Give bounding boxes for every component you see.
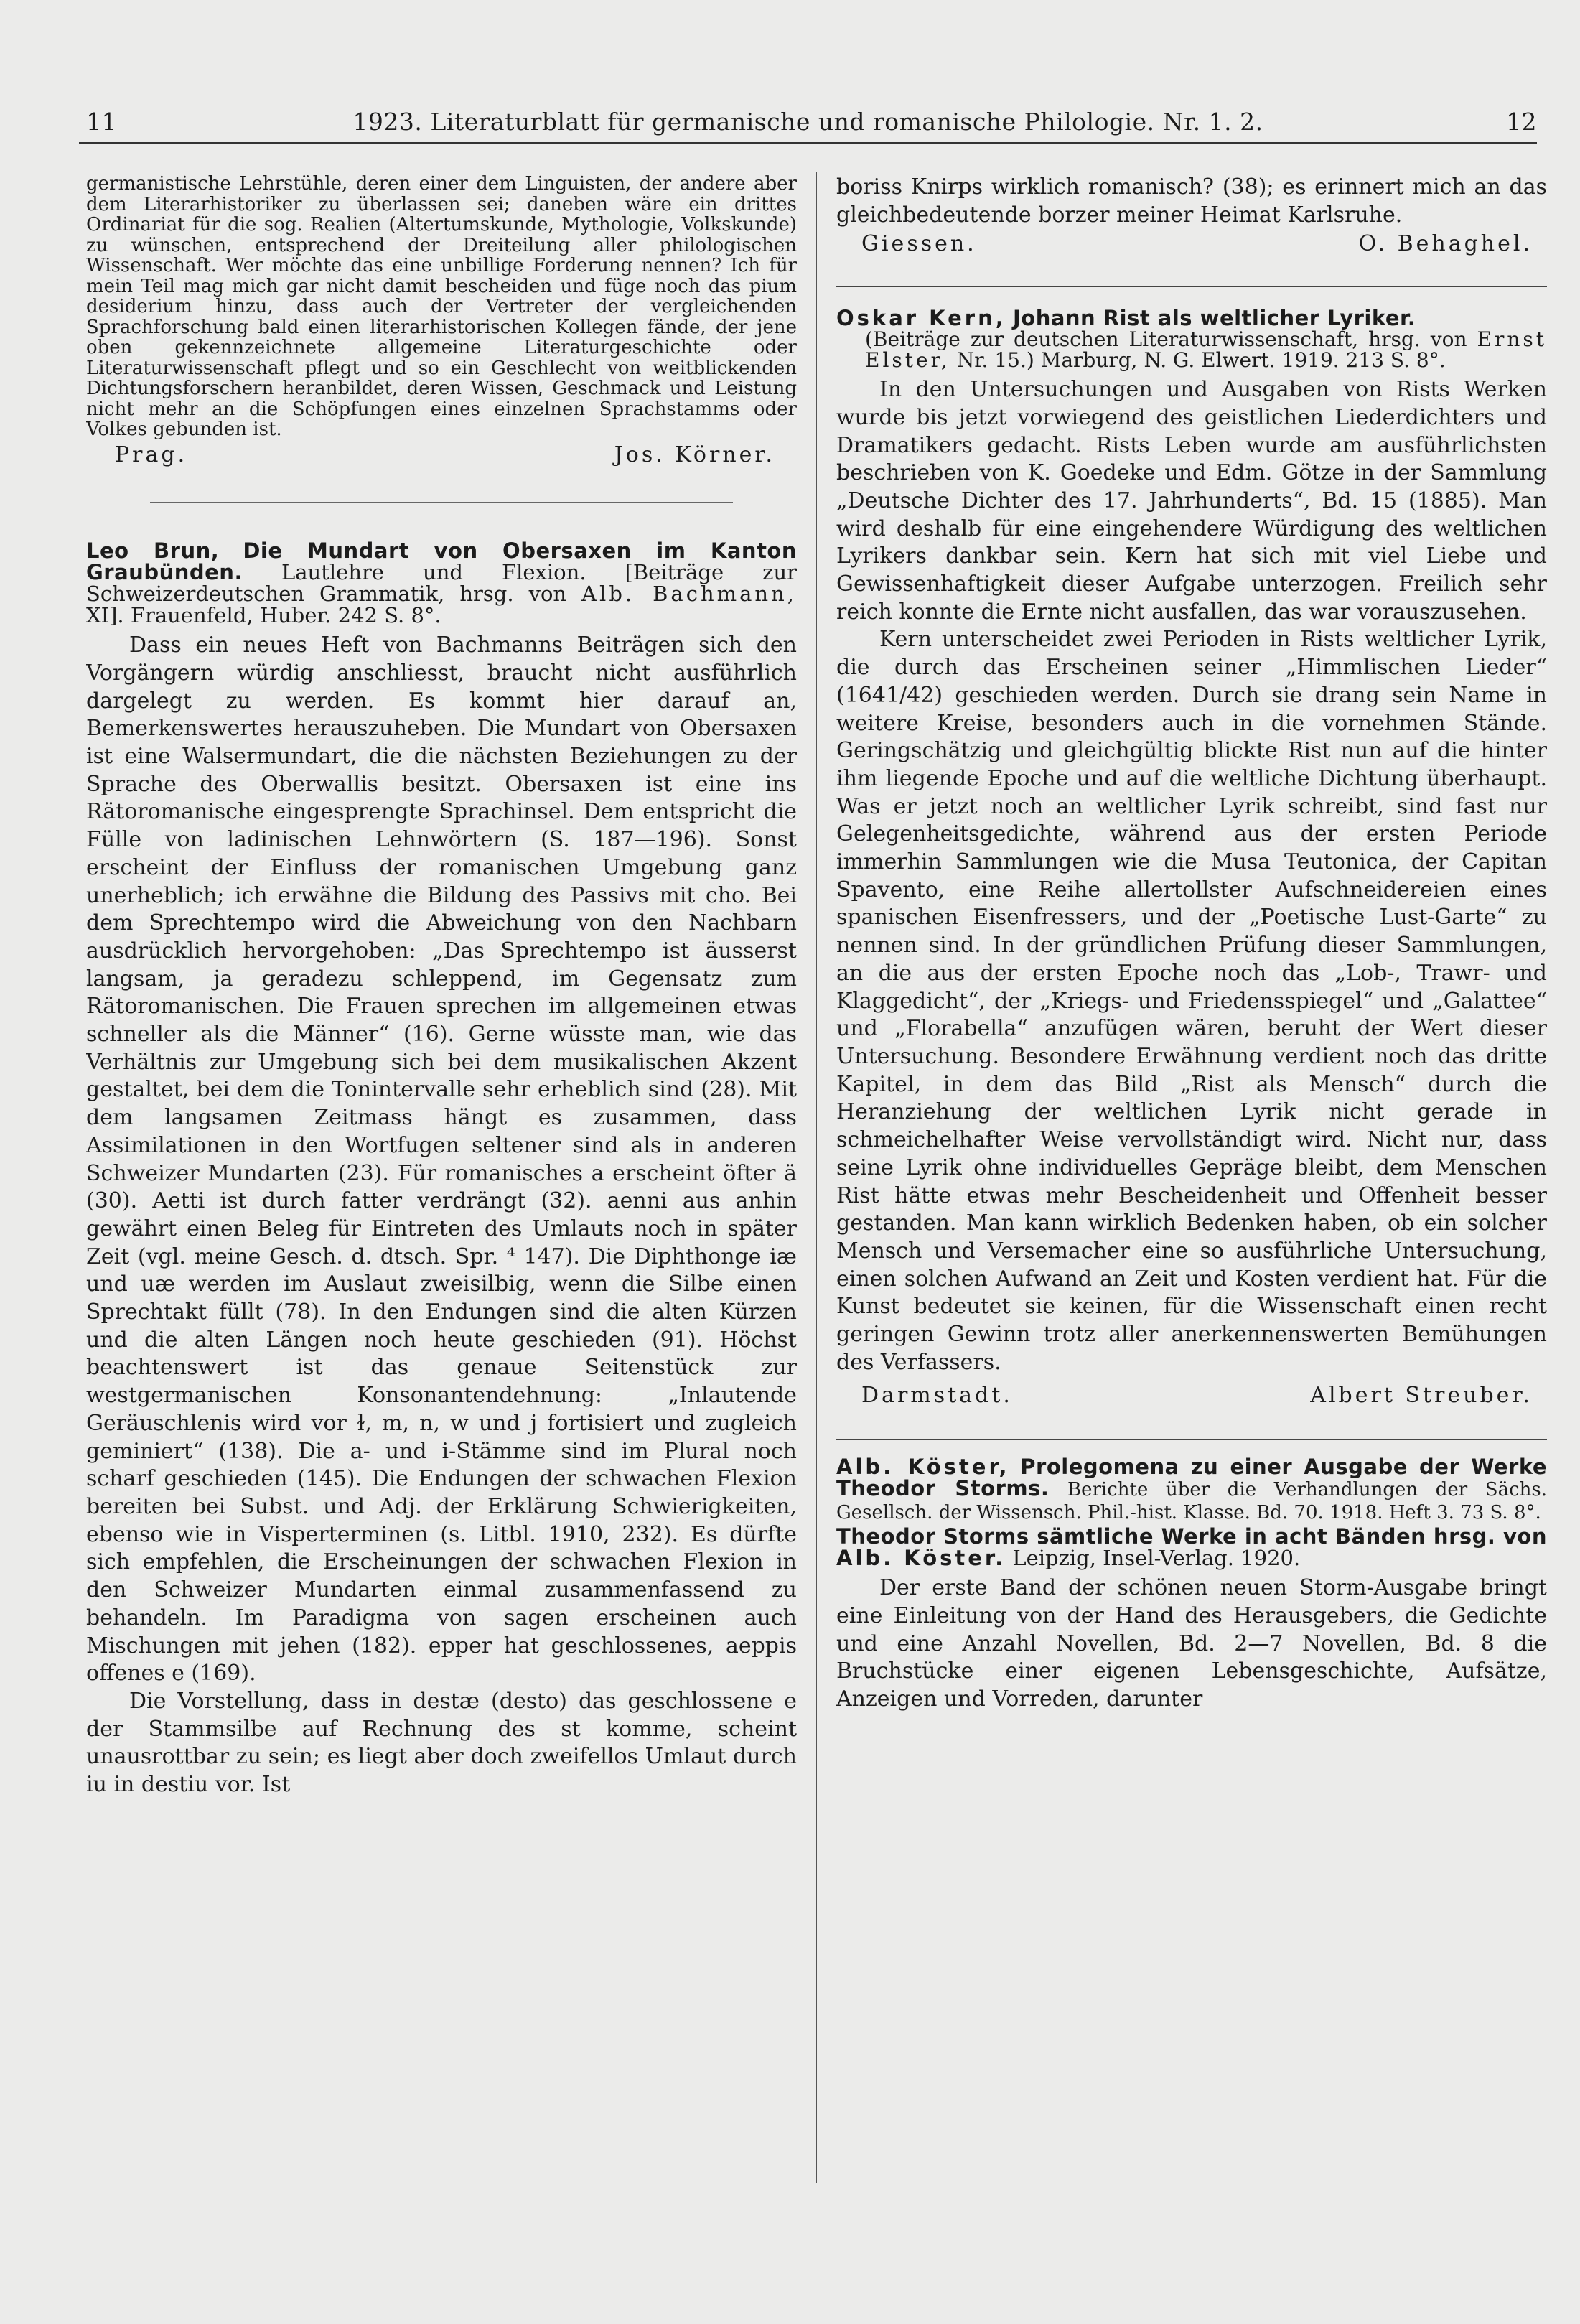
section-rule: [836, 1439, 1547, 1440]
review-heading-kern: [836, 307, 1547, 329]
page-number-left: 11: [86, 108, 117, 136]
review-author: Alb. Köster,: [836, 1455, 1010, 1480]
review-paragraph: Der erste Band der schönen neuen Storm-Ausgabe bringt eine Einleitung von der Hand des Herausgebers, die Gedichte und eine Anzahl Novellen, Bd. 2—7 Novellen, Bd. 8 die Bruchstücke einer eigenen Lebensgeschichte, Aufsätze, Anzeigen und Vorreden, darunter: [836, 1575, 1547, 1712]
review-biblio: [836, 327, 1547, 373]
signature-streuber: [836, 1382, 1547, 1410]
continued-review-text: boriss Knirps wirklich romanisch? (38); es erinnert mich an das gleichbedeutende borzer meiner Heimat Karlsruhe.: [836, 174, 1547, 228]
section-rule: [836, 286, 1547, 287]
review-title: Theodor Storms sämtliche Werke in acht Bänden hrsg. von: [836, 1524, 1547, 1549]
review-biblio: Leipzig, Insel-Verlag. 1920.: [1012, 1546, 1301, 1571]
review-author: Oskar Kern,: [836, 306, 1006, 331]
continued-article-text: germanistische Lehrstühle, deren einer dem Linguisten, der andere aber dem Literarhistoriker zu überlassen sei; daneben wäre ein drittes Ordinariat für die sog. Realien (Altertumskunde, Mythologie, Volkskunde) zu wünschen, entsprechend der Dreiteilung aller philologischen Wissenschaft. Wer möchte das eine unbillige Forderung nennen? Ich für mein Teil mag mich gar nicht damit bescheiden und füge noch das pium desiderium hinzu, dass auch der Vertreter der vergleichenden Sprachforschung bald einen literarhistorischen Kollegen fände, der jene oben gekennzeichnete allgemeine Literaturgeschichte oder Literaturwissenschaft pflegt und so ein Geschlecht von weitblickenden Dichtungsforschern heranbildet, deren Wissen, Geschmack und Leistung nicht mehr an die Schöpfungen eines einzelnen Sprachstamms oder Volkes gebunden ist.: [86, 174, 797, 440]
biblio-text: (Beiträge zur deutschen Literaturwissenschaft, hrsg. von: [865, 327, 1467, 352]
section-rule: [150, 502, 733, 503]
left-column: [86, 174, 797, 2295]
review-heading-koester: [836, 1456, 1547, 1523]
review-title: Johann Rist als weltlicher Lyriker.: [1012, 306, 1416, 331]
signature-place: Prag.: [115, 442, 188, 467]
review-author: Leo Brun,: [86, 538, 220, 564]
biblio-editor: Ernst Elster,: [865, 327, 1547, 373]
review-paragraph: In den Untersuchungen und Ausgaben von Rists Werken wurde bis jetzt vorwiegend des geistlichen Liederdichters und Dramatikers gedacht. Rists Leben wurde am ausführlichsten beschrieben von K. Goedeke und Edm. Götze in der Sammlung „Deutsche Dichter des 17. Jahrhunderts“, Bd. 15 (1885). Man wird deshalb für eine eingehendere Würdigung des weltlichen Lyrikers dankbar sein. Kern hat sich mit viel Liebe und Gewissenhaftigkeit dieser Aufgabe unterzogen. Freilich sehr reich konnte die Ernte nicht ausfallen, das war vorauszusehen.: [836, 377, 1547, 625]
review-editor: Alb. Köster.: [836, 1546, 1006, 1571]
biblio-text: Nr. 15.) Marburg, N. G. Elwert. 1919. 213 S. 8°.: [956, 348, 1446, 373]
review-title: Prolegomena zu einer Ausgabe der Werke Theodor Storms.: [836, 1455, 1547, 1501]
signature-place: Darmstadt.: [861, 1383, 1013, 1409]
header-rule: [79, 142, 1537, 144]
review-paragraph: Die Vorstellung, dass in destæ (desto) das geschlossene e der Stammsilbe auf Rechnung des st komme, scheint unausrottbar zu sein; es liegt aber doch zweifellos Umlaut durch iu in destiu vor. Ist: [86, 1688, 797, 1798]
signature-behaghel: [836, 230, 1547, 258]
review-title: Die Mundart von Obersaxen im Kanton Graubünden.: [86, 538, 797, 585]
review-biblio: XI]. Frauenfeld, Huber. 242 S. 8°.: [86, 603, 441, 628]
signature-koerner: [86, 442, 797, 470]
right-column: [836, 174, 1547, 2295]
review-biblio: Berichte über die Verhandlungen der Sächs. Gesellsch. der Wissensch. Phil.-hist. Klasse. Bd. 70. 1918. Heft 3. 73 S. 8°.: [836, 1479, 1547, 1523]
signature-name: O. Behaghel.: [1358, 231, 1533, 257]
review-paragraph: Dass ein neues Heft von Bachmanns Beiträgen sich den Vorgängern würdig anschliesst, braucht nicht ausführlich dargelegt zu werden. Es kommt hier darauf an, Bemerkenswertes herauszuheben. Die Mundart von Obersaxen ist eine Walsermundart, die die nächsten Beziehungen zu der Sprache des Oberwallis besitzt. Obersaxen ist eine ins Rätoromanische eingesprengte Sprachinsel. Dem entspricht die Fülle von ladinischen Lehnwörtern (S. 187—196). Sonst erscheint der Einfluss der romanischen Umgebung ganz unerheblich; ich erwähne die Bildung des Passivs mit cho. Bei dem Sprechtempo wird die Abweichung von den Nachbarn ausdrücklich hervorgehoben: „Das Sprechtempo ist äusserst langsam, ja geradezu schleppend, im Gegensatz zum Rätoromanischen. Die Frauen sprechen im allgemeinen etwas schneller als die Männer“ (16). Gerne wüsste man, wie das Verhältnis zur Umgebung sich bei dem musikalischen Akzent gestaltet, bei dem die Tonintervalle sehr erheblich sind (28). Mit dem langsamen Zeitmass hängt es zusammen, dass Assimilationen in den Wortfugen seltener sind als in anderen Schweizer Mundarten (23). Für romanisches a erscheint öfter ä (30). Aetti ist durch fatter verdrängt (32). aenni aus anhin gewährt einen Beleg für Eintreten des Umlauts noch in später Zeit (vgl. meine Gesch. d. dtsch. Spr. ⁴ 147). Die Diphthonge iæ und uæ werden im Auslaut zweisilbig, wenn die Silbe einen Sprechtakt füllt (78). In den Endungen sind die alten Kürzen und die alten Längen noch heute geschieden (91). Höchst beachtenswert ist das genaue Seitenstück zur westgermanischen Konsonantendehnung: „Inlautende Geräuschlenis wird vor ɫ, m, n, w und j fortisiert und zugleich geminiert“ (138). Die a- und i-Stämme sind im Plural noch scharf geschieden (145). Die Endungen der schwachen Flexion bereiten bei Subst. und Adj. der Erklärung Schwierigkeiten, ebenso wie in Visperterminen (s. Litbl. 1910, 232). Es dürfte sich empfehlen, die Erscheinungen der schwachen Flexion in den Schweizer Mundarten einmal zusammenfassend zu behandeln. Im Paradigma von sagen erscheinen auch Mischungen mit jehen (182). epper hat geschlossenes, aeppis offenes e (169).: [86, 633, 797, 1686]
running-header: [79, 108, 1537, 144]
review-heading-brun: [86, 540, 797, 626]
signature-name: Albert Streuber.: [1310, 1383, 1533, 1409]
signature-place: Giessen.: [861, 231, 977, 257]
review-paragraph: Kern unterscheidet zwei Perioden in Rists weltlicher Lyrik, die durch das Erscheinen seiner „Himmlischen Lieder“ (1641/42) geschieden werden. Durch sie drang sein Name in weitere Kreise, besonders auch in die vornehmen Stände. Geringschätzig und gleichgültig blickte Rist nun auf die hinter ihm liegende Epoche und auf die weltliche Dichtung überhaupt. Was er jetzt noch an weltlicher Lyrik schreibt, sind fast nur Gelegenheitsgedichte, während aus der ersten Periode immerhin Sammlungen wie die Musa Teutonica, der Capitan Spavento, eine Reihe allertollster Aufschneidereien eines spanischen Eisenfressers, und der „Poetische Lust-Garte“ zu nennen sind. In der gründlichen Prüfung dieser Sammlungen, an die aus der ersten Epoche noch das „Lob-, Trawr- und Klaggedicht“, der „Kriegs- und Friedensspiegel“ und „Galattee“ und „Florabella“ anzufügen wären, beruht der Wert dieser Untersuchung. Besondere Erwähnung verdient noch das dritte Kapitel, in dem das Bild „Rist als Mensch“ durch die Heranziehung der weltlichen Lyrik nicht gerade in schmeichelhafter Weise vervollständigt wird. Nicht nur, dass seine Lyrik ohne individuelles Gepräge bleibt, dem Menschen Rist hätte etwas mehr Bescheidenheit und Offenheit besser gestanden. Man kann wirklich Bedenken haben, ob ein solcher Mensch und Versemacher eine so ausführliche Untersuchung, einen solchen Aufwand an Zeit und Kosten verdient hat. Für die Kunst bedeutet sie keinen, für die Wissenschaft einen recht geringen Gewinn trotz aller anerkennenswerten Bemühungen des Verfassers.: [836, 627, 1547, 1375]
journal-title: 1923. Literaturblatt für germanische und romanische Philologie. Nr. 1. 2.: [352, 108, 1263, 136]
review-editor: Alb. Bachmann,: [581, 582, 797, 607]
column-divider: [816, 172, 817, 2183]
review-subtitle: Lautlehre und Flexion. [Beiträge zur Schweizerdeutschen Grammatik, hrsg. von: [86, 560, 797, 607]
review-heading-storm-edition: [836, 1526, 1547, 1569]
page-number-right: 12: [1506, 108, 1537, 136]
signature-name: Jos. Körner.: [614, 442, 775, 467]
